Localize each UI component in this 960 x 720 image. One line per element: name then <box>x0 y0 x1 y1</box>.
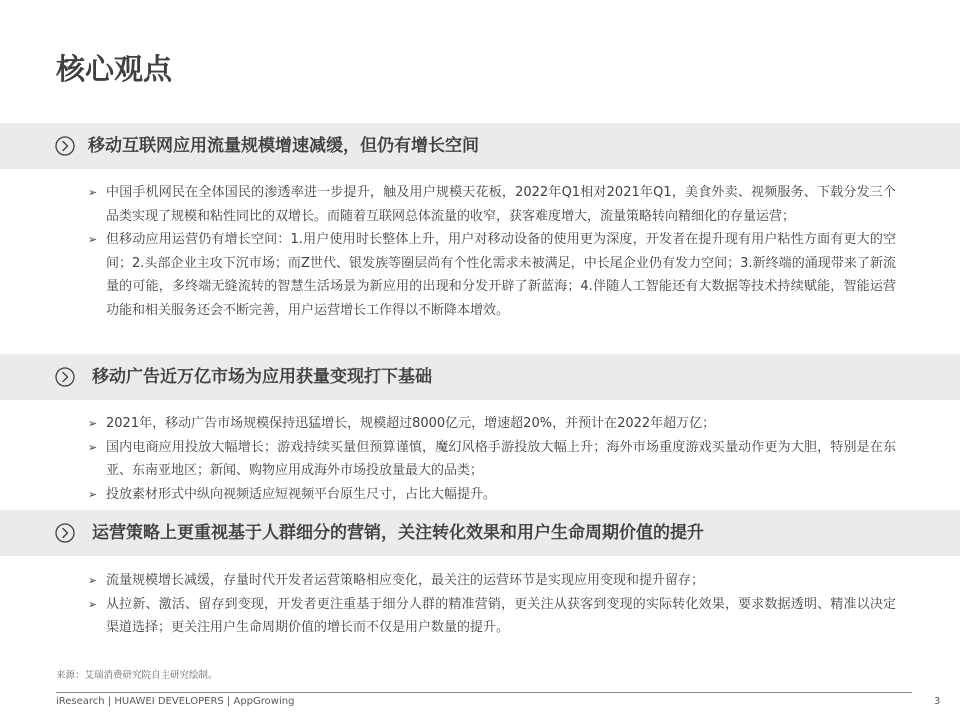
chevron-right-circle-icon <box>55 136 75 156</box>
list-item <box>88 436 896 483</box>
section-heading-3: 运营策略上更重视基于人群细分的营销，关注转化效果和用户生命周期价值的提升 <box>92 523 704 543</box>
page-title: 核心观点 <box>56 52 173 86</box>
list-item <box>88 181 896 228</box>
bullet-text: 但移动应用运营仍有增长空间：1.用户使用时长整体上升，用户对移动设备的使用更为深度，开发者在提升现有用户粘性方面有更大的空间；2.头部企业主攻下沉市场；而Z世代、银发族等圈层尚有个性化需求未被满足，中长尾企业仍有发力空间；3.新终端的涌现带来了新流量的可能，多终端无缝流转的智慧生活场景为新应用的出现和分发开辟了新蓝海；4.伴随人工智能还有大数据等技术持续赋能，智能运营功能和相关服务还会不断完善，用户运营增长工作得以不断降本增效。 <box>106 232 896 318</box>
bullet-text: 流量规模增长减缓，存量时代开发者运营策略相应变化，最关注的运营环节是实现应用变现和提升留存； <box>106 573 705 588</box>
bullet-arrow-icon: ➢ <box>88 574 98 587</box>
section-heading-2: 移动广告近万亿市场为应用获量变现打下基础 <box>92 367 432 387</box>
bullet-text: 中国手机网民在全体国民的渗透率进一步提升，触及用户规模天花板，2022年Q1相对2021年Q1，美食外卖、视频服务、下载分发三个品类实现了规模和粘性同比的双增长。而随着互联网总体流量的收窄，获客难度增大，流量策略转向精细化的存量运营； <box>106 185 896 224</box>
page-number: 3 <box>934 696 941 707</box>
list-item <box>88 412 896 436</box>
footer-brands: iResearch | HUAWEI DEVELOPERS | AppGrowing <box>56 696 295 707</box>
footer-divider <box>56 692 912 693</box>
list-item <box>88 569 896 593</box>
bullet-text: 国内电商应用投放大幅增长；游戏持续买量但预算谨慎，魔幻风格手游投放大幅上升；海外市场重度游戏买量动作更为大胆，特别是在东亚、东南亚地区；新闻、购物应用成海外市场投放量最大的品类； <box>106 439 896 478</box>
chevron-right-circle-icon <box>55 367 75 387</box>
bullet-arrow-icon: ➢ <box>88 186 98 199</box>
bullet-arrow-icon: ➢ <box>88 417 98 430</box>
source-note: 来源：艾瑞消费研究院自主研究绘制。 <box>56 670 218 681</box>
bullet-list-2 <box>88 412 896 506</box>
section-heading-1: 移动互联网应用流量规模增速减缓，但仍有增长空间 <box>88 136 479 156</box>
bullet-arrow-icon: ➢ <box>88 597 98 611</box>
bullet-arrow-icon: ➢ <box>88 233 98 246</box>
chevron-right-circle-icon <box>55 523 75 543</box>
bullet-list-3 <box>88 569 896 640</box>
bullet-arrow-icon: ➢ <box>88 487 98 501</box>
bullet-list-1 <box>88 181 896 322</box>
bullet-text: 投放素材形式中纵向视频适应短视频平台原生尺寸，占比大幅提升。 <box>106 486 497 502</box>
list-item <box>88 593 896 640</box>
list-item <box>88 483 896 507</box>
bullet-arrow-icon: ➢ <box>88 440 98 454</box>
bullet-text: 从拉新、激活、留存到变现，开发者更注重基于细分人群的精准营销，更关注从获客到变现的实际转化效果，要求数据透明、精准以决定渠道选择；更关注用户生命周期价值的增长而不仅是用户数量的提升。 <box>106 596 896 635</box>
list-item <box>88 228 896 322</box>
bullet-text: 2021年，移动广告市场规模保持迅猛增长，规模超过8000亿元，增速超20%，并预计在2022年超万亿； <box>106 416 716 431</box>
